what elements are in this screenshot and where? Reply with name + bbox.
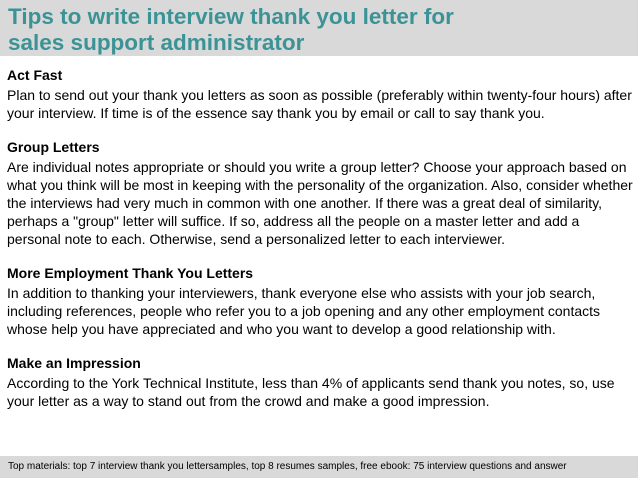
page-title-line-2: sales support administrator (8, 30, 305, 55)
section-heading: More Employment Thank You Letters (7, 265, 254, 281)
footer-bar (0, 456, 638, 478)
main-content (7, 66, 633, 426)
section-body: Are individual notes appropriate or should you write a group letter? Choose your approach based on what you think will be most in keeping with the personality of the organization. Also, consider whether the interviews had very much in common with one another. If there was a great deal of similarity, perhaps a "group" letter will suffice. If so, address all the people on a master letter and add a personal note to each. Otherwise, send a personalized letter to each interviewer. (7, 159, 633, 247)
section-more-employment-letters (7, 264, 633, 338)
section-heading: Make an Impression (7, 355, 141, 371)
section-heading: Group Letters (7, 139, 100, 155)
section-body: According to the York Technical Institute, less than 4% of applicants send thank you notes, so, use your letter as a way to stand out from the crowd and make a good impression. (7, 375, 615, 409)
section-body: Plan to send out your thank you letters as soon as possible (preferably within twenty-four hours) after your interview. If time is of the essence say thank you by email or call to say thank you. (7, 87, 632, 121)
footer-text: Top materials: top 7 interview thank you lettersamples, top 8 resumes samples, free ebook: 75 interview questions and answer (8, 461, 567, 472)
section-make-an-impression (7, 354, 633, 410)
section-act-fast (7, 66, 633, 122)
section-body: In addition to thanking your interviewers, thank everyone else who assists with your job search, including references, people who refer you to a job opening and any other employment contacts whose help you have appreciated and who you want to develop a good relationship with. (7, 285, 601, 337)
section-heading: Act Fast (7, 67, 63, 83)
section-group-letters (7, 138, 633, 248)
title-bar (0, 0, 638, 56)
page-title-line-1: Tips to write interview thank you letter for (8, 4, 454, 29)
